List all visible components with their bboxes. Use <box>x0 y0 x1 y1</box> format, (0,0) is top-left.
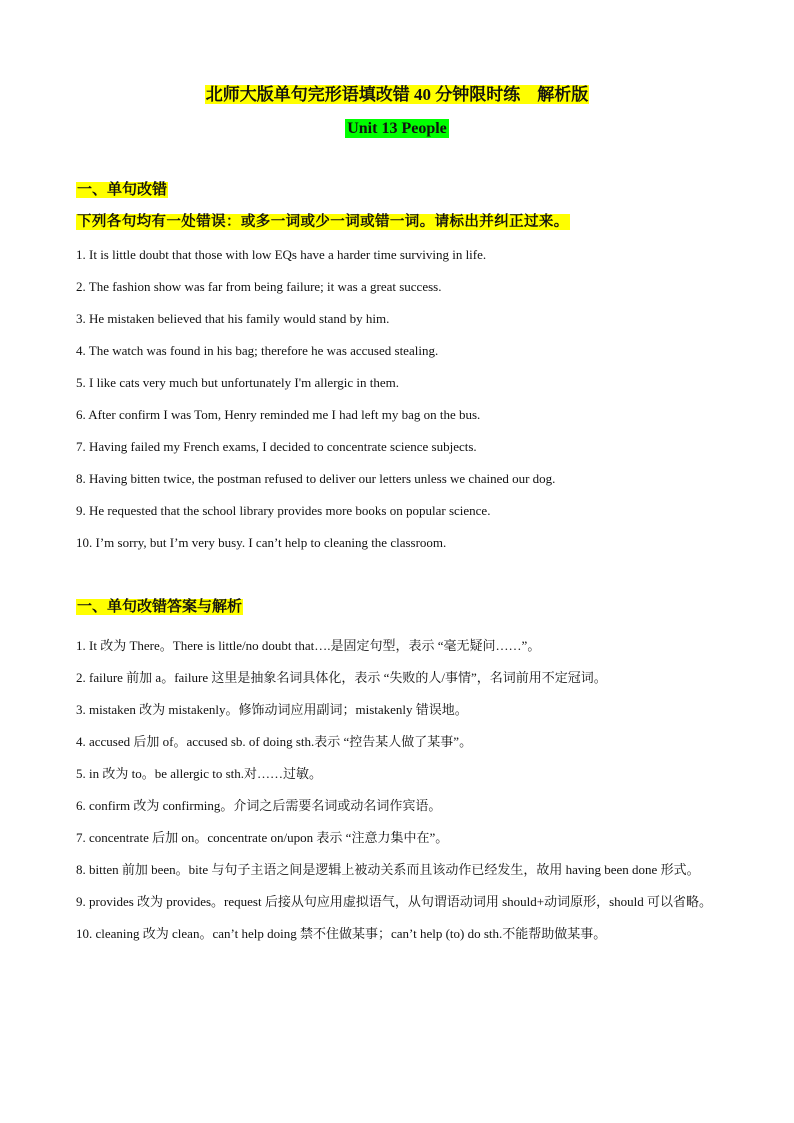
answer-item: 3. mistaken 改为 mistakenly。修饰动词应用副词；mistakenly 错误地。 <box>76 702 468 717</box>
answer-item: 1. It 改为 There。There is little/no doubt that….是固定句型，表示 “毫无疑问……”。 <box>76 638 541 653</box>
section2-heading-text: 一、单句改错答案与解析 <box>77 599 243 615</box>
answer-item: 7. concentrate 后加 on。concentrate on/upon 表示 “注意力集中在”。 <box>76 830 449 845</box>
question-item: 3. He mistaken believed that his family would stand by him. <box>76 311 390 326</box>
document-title-text: 北师大版单句完形语填改错 40 分钟限时练 解析版 <box>205 85 589 104</box>
answer-item: 2. failure 前加 a。failure 这里是抽象名词具体化，表示 “失败的人/事情”，名词前用不定冠词。 <box>76 670 607 685</box>
section1-instruction <box>76 212 570 232</box>
section1-instruction-text: 下列各句均有一处错误：或多一词或少一词或错一词。请标出并纠正过来。 <box>77 214 569 230</box>
question-item: 2. The fashion show was far from being failure; it was a great success. <box>76 279 442 294</box>
question-item: 8. Having bitten twice, the postman refused to deliver our letters unless we chained our dog. <box>76 471 556 486</box>
answer-item: 6. confirm 改为 confirming。介词之后需要名词或动名词作宾语。 <box>76 798 442 813</box>
question-list <box>76 245 726 565</box>
answer-item: 8. bitten 前加 been。bite 与句子主语之间是逻辑上被动关系而且该动作已经发生，故用 having been done 形式。 <box>76 862 700 877</box>
document-title <box>0 84 794 106</box>
question-item: 4. The watch was found in his bag; therefore he was accused stealing. <box>76 343 439 358</box>
section1-heading-text: 一、单句改错 <box>77 182 168 198</box>
section2-heading <box>76 597 243 617</box>
answer-item: 10. cleaning 改为 clean。can’t help doing 禁不住做某事；can’t help (to) do sth.不能帮助做某事。 <box>76 926 607 941</box>
answer-list <box>76 630 726 950</box>
answer-item: 9. provides 改为 provides。request 后接从句应用虚拟语气，从句谓语动词用 should+动词原形，should 可以省略。 <box>76 894 713 909</box>
question-item: 7. Having failed my French exams, I decided to concentrate science subjects. <box>76 439 477 454</box>
answer-item: 5. in 改为 to。be allergic to sth.对……过敏。 <box>76 766 323 781</box>
unit-title-text: Unit 13 People <box>347 120 447 137</box>
question-item: 1. It is little doubt that those with low EQs have a harder time surviving in life. <box>76 247 487 262</box>
question-item: 5. I like cats very much but unfortunately I'm allergic in them. <box>76 375 400 390</box>
section1-heading <box>76 180 168 200</box>
question-item: 10. I’m sorry, but I’m very busy. I can’t help to cleaning the classroom. <box>76 535 447 550</box>
question-item: 6. After confirm I was Tom, Henry reminded me I had left my bag on the bus. <box>76 407 481 422</box>
answer-item: 4. accused 后加 of。accused sb. of doing sth.表示 “控告某人做了某事”。 <box>76 734 473 749</box>
unit-title <box>0 118 794 140</box>
question-item: 9. He requested that the school library provides more books on popular science. <box>76 503 491 518</box>
